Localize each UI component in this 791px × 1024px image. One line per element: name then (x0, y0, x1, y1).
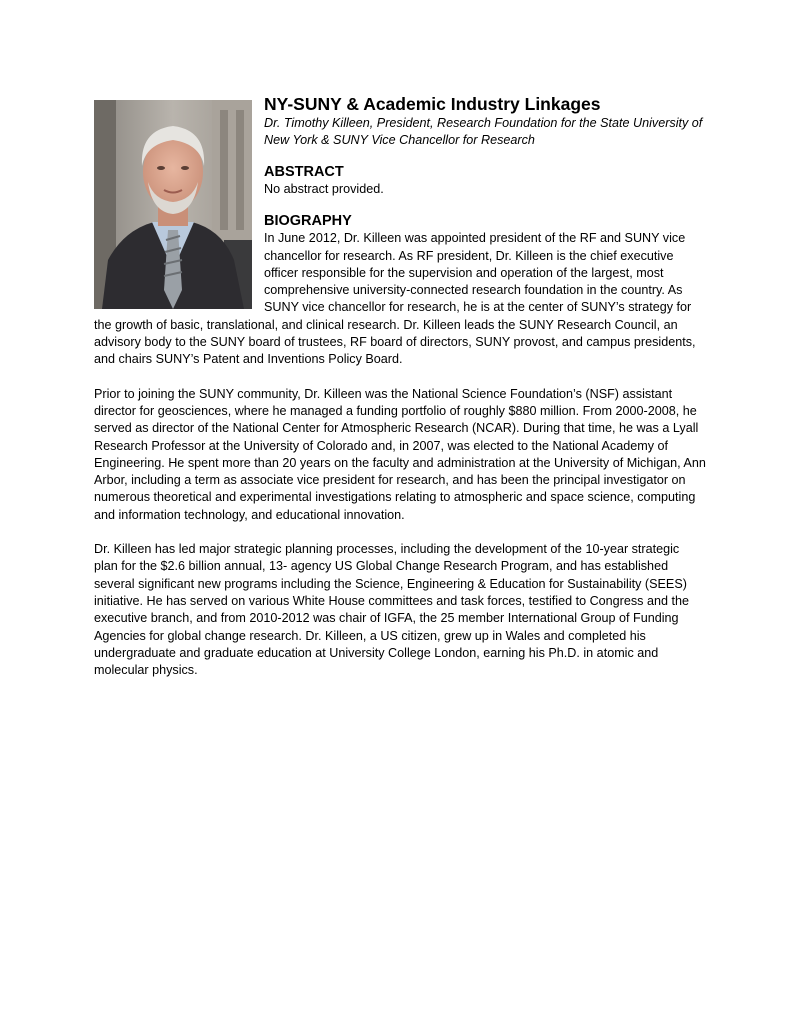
abstract-text: No abstract provided. (264, 182, 384, 196)
biography-paragraph: Dr. Killeen has led major strategic planning processes, including the development of the 10-year strategic plan for the $2.6 billion annual, 13- agency US Global Change Research Program, and has established several significant new programs including the Science, Engineering & Education for Sustainability (SEES) initiative. He has served on various White House committees and task forces, testified to Congress and the executive branch, and from 2010-2012 was chair of IGFA, the 25 member International Group of Funding Agencies for global change research. Dr. Killeen, a US citizen, grew up in Wales and completed his undergraduate and graduate education at University College London, earning his Ph.D. in atomic and molecular physics. (94, 542, 689, 678)
biography-paragraph: In June 2012, Dr. Killeen was appointed president of the RF and SUNY vice chancellor for research. As RF president, Dr. Killeen is the chief executive officer responsible for the supervision and operation of the largest, most comprehensive university-connected research foundation in the country. As SUNY vice chancellor for research, he is at the center of SUNY’s strategy for the growth of basic, translational, and clinical research. Dr. Killeen leads the SUNY Research Council, an advisory body to the SUNY board of trustees, RF board of directors, SUNY provost, and campus presidents, and chairs SUNY’s Patent and Inventions Policy Board. (94, 231, 696, 367)
speaker-line: Dr. Timothy Killeen, President, Research Foundation for the State University of New York & SUNY Vice Chancellor for Research (264, 116, 703, 147)
speaker-portrait-photo (94, 100, 252, 309)
abstract-heading: ABSTRACT (264, 164, 344, 180)
document-content (94, 93, 706, 679)
document-title: NY-SUNY & Academic Industry Linkages (264, 94, 601, 114)
biography-paragraph: Prior to joining the SUNY community, Dr. Killeen was the National Science Foundation’s (NSF) assistant director for geosciences, where he managed a funding portfolio of roughly $880 million. From 2000-2008, he served as director of the National Center for Atmospheric Research (NCAR). During that time, he was a Lyall Research Professor at the University of Colorado and, in 2007, was elected to the National Academy of Engineering. He spent more than 20 years on the faculty and administration at the University of Michigan, Ann Arbor, including a term as associate vice president for research, and has been the principal investigator on numerous theoretical and experimental investigations relating to atmospheric and space science, computing and information technology, and educational innovation. (94, 386, 706, 522)
biography-heading: BIOGRAPHY (264, 213, 352, 230)
